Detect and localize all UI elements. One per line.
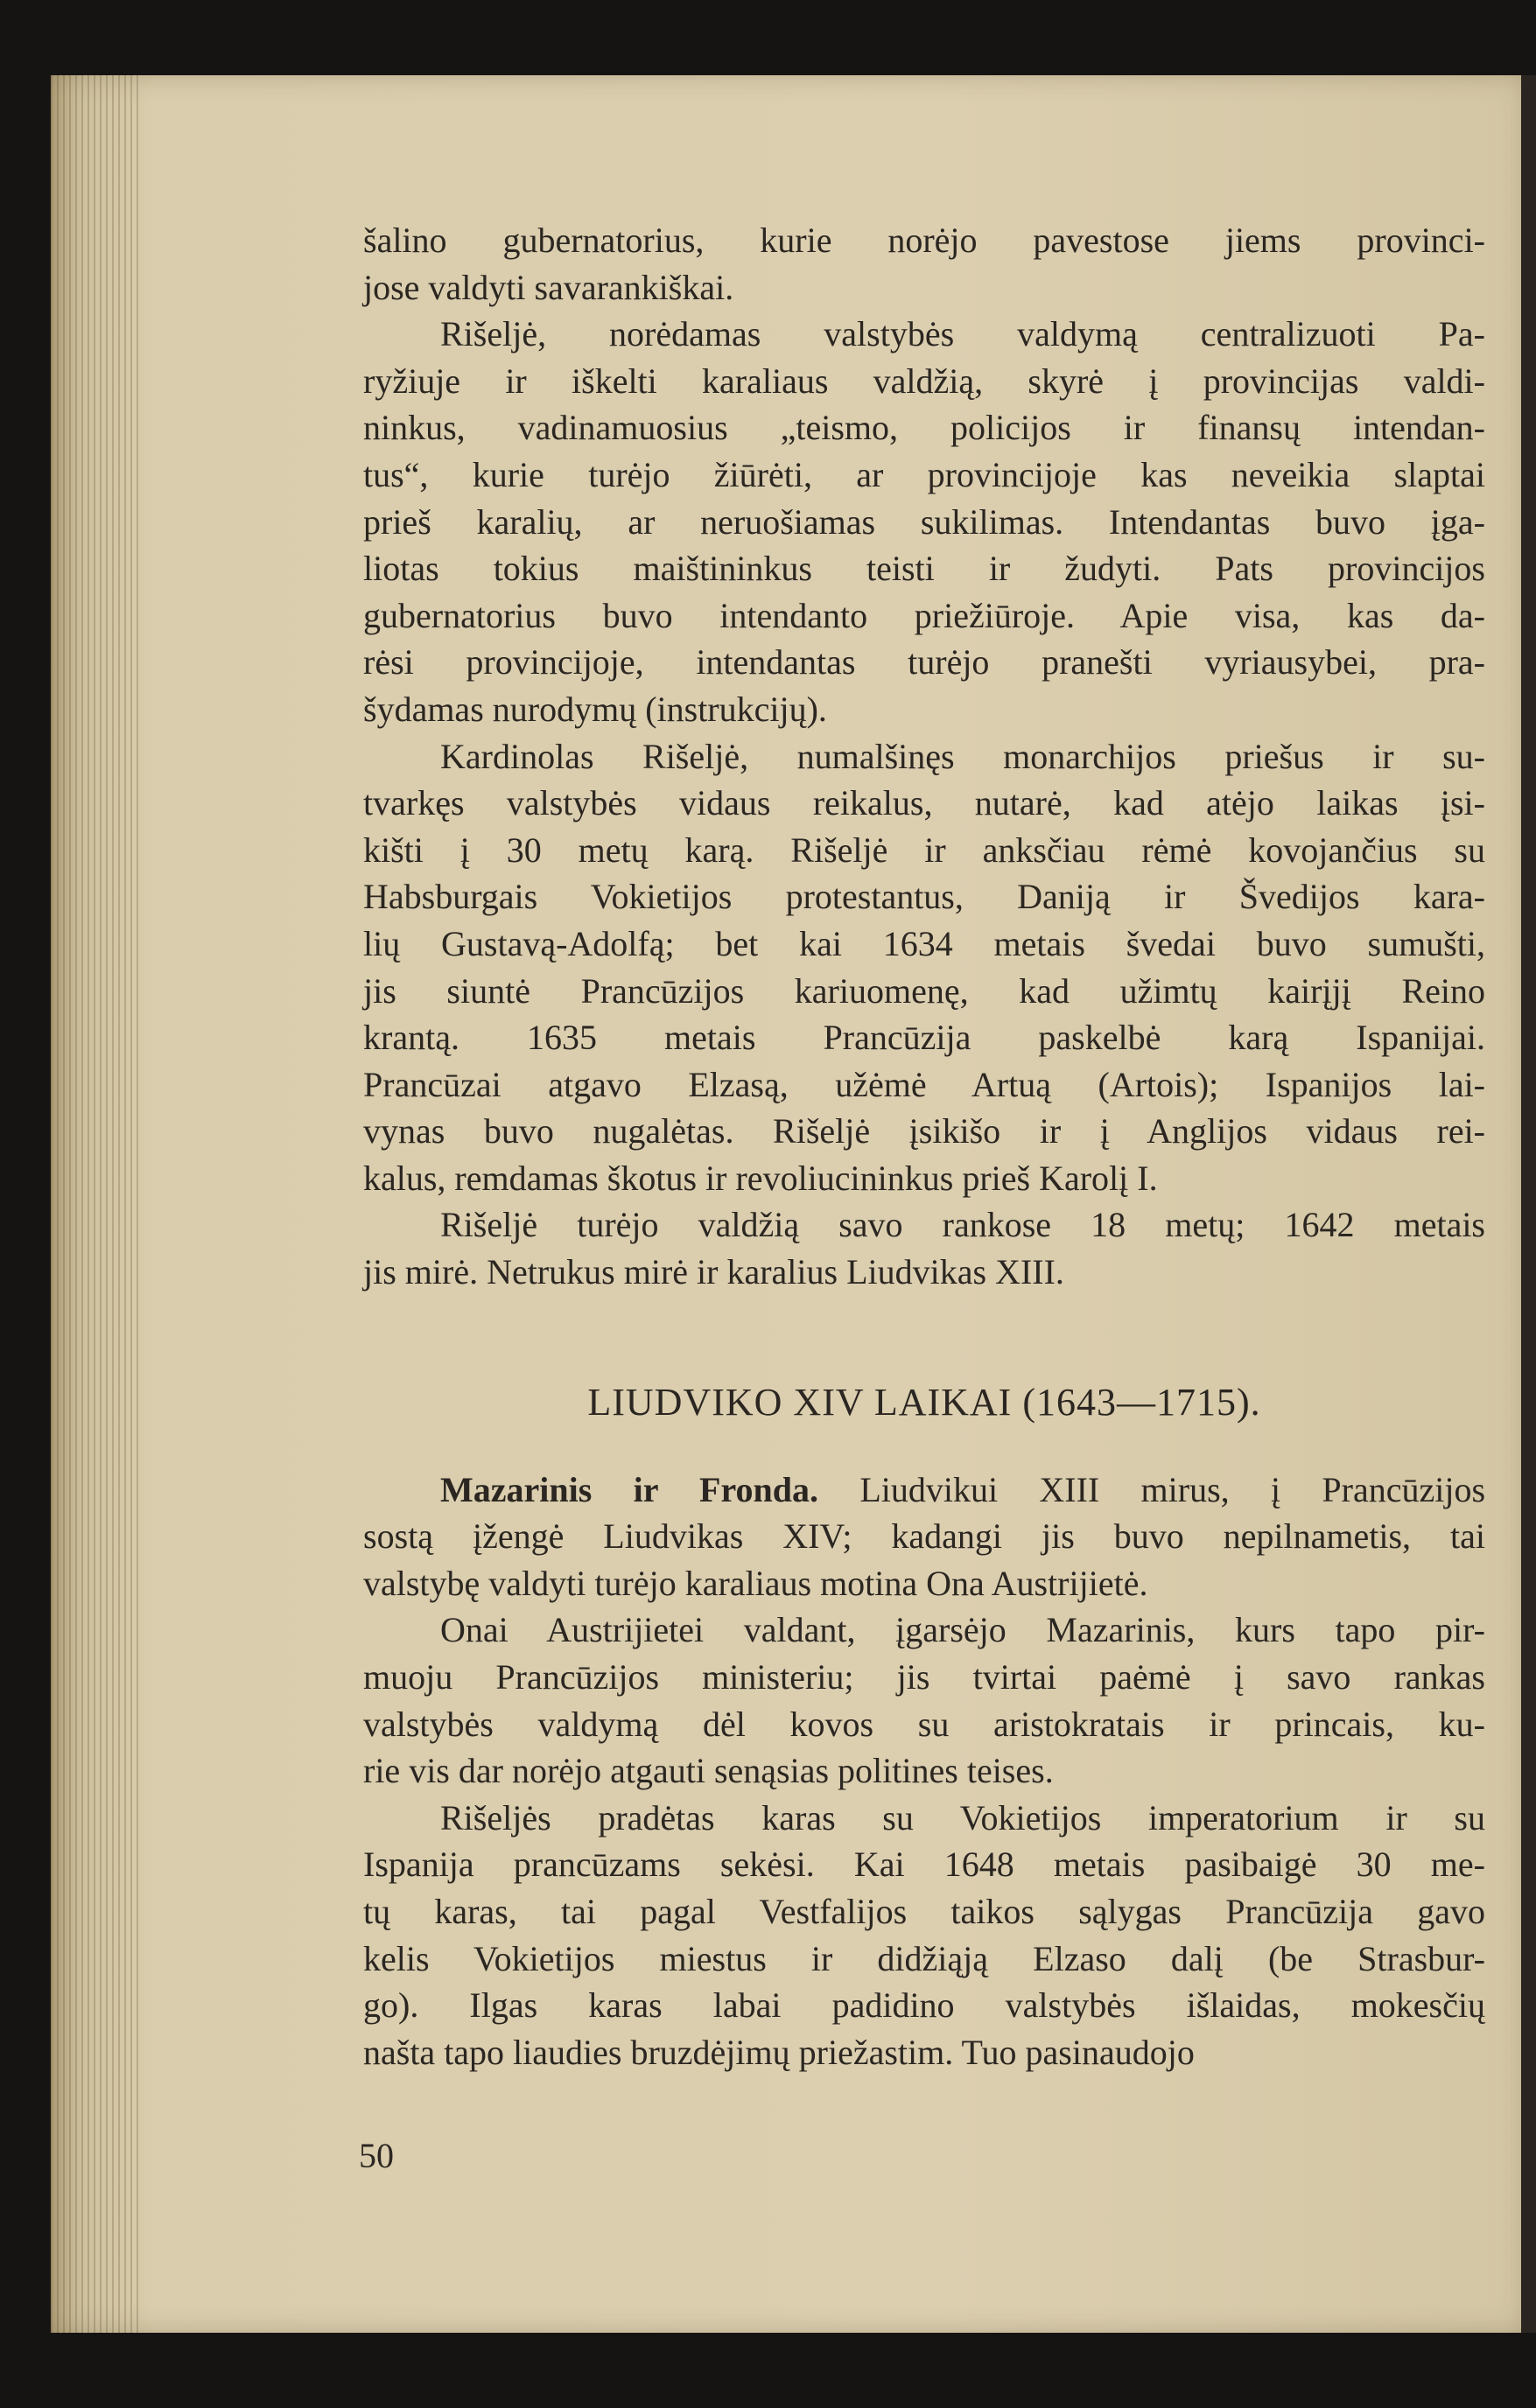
text-line: Rišeljė turėjo valdžią savo rankose 18 metų; 1642 metais [440, 1205, 1485, 1245]
line-rest: Liudvikui XIII mirus, į Prancūzijos [859, 1469, 1486, 1509]
bold-lead: Mazarinis ir Fronda. [440, 1469, 819, 1509]
text-line: go). Ilgas karas labai padidino valstybės išlaidas, mokesčių [363, 1985, 1485, 2026]
text-line: Prancūzai atgavo Elzasą, užėmė Artuą (Artois); Ispanijos lai- [363, 1064, 1485, 1104]
text-line: Kardinolas Rišeljė, numalšinęs monarchijos priešus ir su- [440, 736, 1485, 776]
text-line: rėsi provincijoje, intendantas turėjo pranešti vyriausybei, pra- [363, 642, 1485, 682]
text-line: ninkus, vadinamuosius „teismo, policijos ir finansų intendan- [363, 408, 1485, 448]
text-line: muoju Prancūzijos ministeriu; jis tvirtai paėmė į savo rankas [363, 1657, 1485, 1698]
text-line: Habsburgais Vokietijos protestantus, Daniją ir Švedijos kara- [363, 877, 1485, 917]
text-line: Rišeljės pradėtas karas su Vokietijos imperatorium ir su [440, 1797, 1485, 1838]
text-line: Onai Austrijietei valdant, įgarsėjo Mazarinis, kurs tapo pir- [440, 1610, 1485, 1650]
text-line: Ispanija prancūzams sekėsi. Kai 1648 metais pasibaigė 30 me- [363, 1844, 1485, 1885]
text-line: šydamas nurodymų (instrukcijų). [363, 689, 827, 729]
text-line: kelis Vokietijos miestus ir didžiąją Elzaso dalį (be Strasbur- [363, 1938, 1485, 1978]
text-line: jis mirė. Netrukus mirė ir karalius Liudvikas XIII. [363, 1252, 1064, 1292]
text-line: vynas buvo nugalėtas. Rišeljė įsikišo ir į Anglijos vidaus rei- [363, 1111, 1485, 1152]
text-line: jis siuntė Prancūzijos kariuomenę, kad užimtų kairįjį Reino [363, 970, 1485, 1011]
text-line: tus“, kurie turėjo žiūrėti, ar provincijoje kas neveikia slaptai [363, 454, 1485, 494]
text-line: prieš karalių, ar neruošiamas sukilimas. Intendantas buvo įga- [363, 501, 1485, 542]
text-line: lių Gustavą-Adolfą; bet kai 1634 metais švedai buvo sumušti, [363, 923, 1485, 963]
page-stack-edge [51, 75, 138, 2333]
text-line: krantą. 1635 metais Prancūzija paskelbė karą Ispanijai. [363, 1018, 1485, 1058]
text-line [363, 1466, 1485, 1514]
page-body [363, 217, 1485, 2076]
text-line: valstybę valdyti turėjo karaliaus motina Ona Austrijietė. [363, 1563, 1148, 1603]
text-line: sostą įžengė Liudvikas XIV; kadangi jis buvo nepilnametis, tai [363, 1516, 1485, 1557]
text-line: jose valdyti savarankiškai. [363, 267, 734, 307]
page-number: 50 [359, 2136, 394, 2175]
text-after-heading [363, 1466, 1485, 2076]
text-line: kalus, remdamas škotus ir revoliucininkus prieš Karolį I. [363, 1158, 1158, 1198]
text-line: valstybės valdymą dėl kovos su aristokratais ir princais, ku- [363, 1704, 1485, 1744]
text-line: gubernatorius buvo intendanto priežiūroje. Apie visa, kas da- [363, 595, 1485, 635]
text-before-heading [363, 217, 1485, 1296]
section-heading: LIUDVIKO XIV LAIKAI (1643—1715). [587, 1380, 1261, 1424]
text-line: šalino gubernatorius, kurie norėjo pavestose jiems provinci- [363, 220, 1485, 260]
text-line: našta tapo liaudies bruzdėjimų priežastim. Tuo pasinaudojo [363, 2032, 1195, 2072]
text-line: Rišeljė, norėdamas valstybės valdymą centralizuoti Pa- [440, 314, 1485, 354]
text-line: tvarkęs valstybės vidaus reikalus, nutarė, kad atėjo laikas įsi- [363, 783, 1485, 823]
text-line: rie vis dar norėjo atgauti senąsias politines teises. [363, 1751, 1054, 1791]
page-right-border [1521, 75, 1536, 2333]
text-line: liotas tokius maištininkus teisti ir žudyti. Pats provincijos [363, 549, 1485, 589]
text-line: tų karas, tai pagal Vestfalijos taikos sąlygas Prancūzija gavo [363, 1892, 1485, 1931]
text-line: ryžiuje ir iškelti karaliaus valdžią, skyrė į provincijas valdi- [363, 360, 1485, 401]
text-line: kišti į 30 metų karą. Rišeljė ir anksčiau rėmė kovojančius su [363, 830, 1485, 870]
